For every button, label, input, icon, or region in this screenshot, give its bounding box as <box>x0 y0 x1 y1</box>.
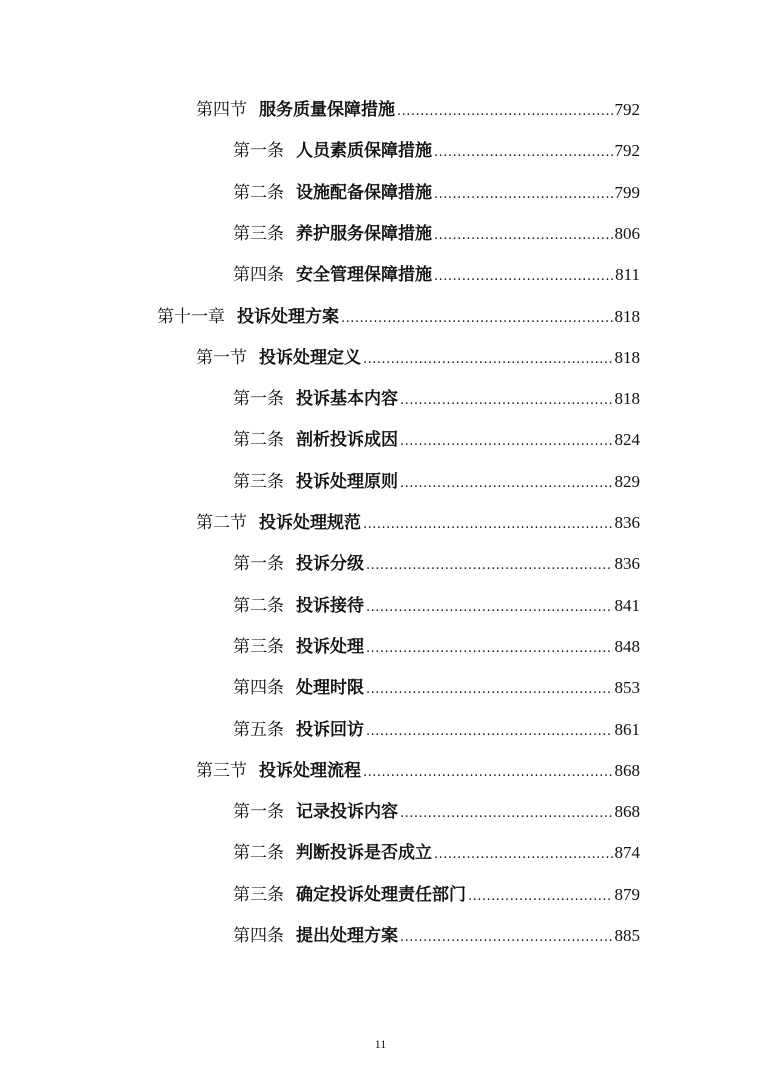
toc-entry-page: 861 <box>614 719 640 739</box>
toc-entry-title: 投诉处理 <box>296 636 364 657</box>
toc-entry[interactable] <box>196 756 640 786</box>
dot-leader <box>400 921 613 951</box>
toc-entry-page: 885 <box>614 926 640 945</box>
toc-entry[interactable] <box>233 797 640 827</box>
toc-entry[interactable] <box>233 715 640 745</box>
toc-entry-page: 829 <box>614 471 640 491</box>
toc-entry-title: 人员素质保障措施 <box>296 141 432 162</box>
toc-entry[interactable] <box>233 549 640 579</box>
toc-entry[interactable] <box>233 467 640 497</box>
toc-entry[interactable] <box>157 302 640 332</box>
dot-leader <box>363 343 613 373</box>
toc-entry[interactable] <box>233 384 640 414</box>
dot-leader <box>400 467 613 497</box>
toc-entry-page: 853 <box>614 678 640 698</box>
toc-entry-number: 第三条 <box>233 884 284 905</box>
toc-entry-page: 874 <box>614 843 640 863</box>
dot-leader <box>363 756 613 786</box>
toc-entry-title: 投诉回访 <box>296 719 364 740</box>
toc-entry-number: 第三条 <box>233 471 284 492</box>
toc-entry-number: 第四条 <box>233 926 284 946</box>
dot-leader <box>366 549 613 579</box>
toc-entry[interactable] <box>233 838 640 868</box>
toc-entry-number: 第三条 <box>233 223 284 244</box>
toc-entry-number: 第十一章 <box>157 306 225 327</box>
dot-leader <box>366 673 613 703</box>
toc-entry-page: 792 <box>614 141 640 161</box>
toc-entry[interactable] <box>233 178 640 208</box>
toc-entry-page: 868 <box>614 760 640 780</box>
toc-entry-title: 确定投诉处理责任部门 <box>296 884 466 905</box>
dot-leader <box>400 384 613 414</box>
toc-entry-number: 第四条 <box>233 678 284 699</box>
toc-entry-title: 记录投诉内容 <box>296 802 398 823</box>
toc-entry-title: 提出处理方案 <box>296 926 398 946</box>
toc-entry[interactable] <box>196 508 640 538</box>
toc-entry[interactable] <box>233 136 640 166</box>
toc-entry-title: 判断投诉是否成立 <box>296 843 432 864</box>
toc-entry-number: 第一节 <box>196 347 247 368</box>
dot-leader <box>434 178 613 208</box>
toc-entry-title: 投诉处理原则 <box>296 471 398 492</box>
toc-entry-page: 868 <box>614 802 640 822</box>
page-number: 11 <box>374 1037 387 1051</box>
toc-entry[interactable] <box>233 673 640 703</box>
toc-entry-title: 投诉分级 <box>296 554 364 575</box>
toc-entry[interactable] <box>233 425 640 455</box>
toc-entry-title: 投诉处理规范 <box>259 513 361 533</box>
toc-entry-page: 806 <box>614 223 640 243</box>
toc-entry-title: 服务质量保障措施 <box>259 100 395 120</box>
dot-leader <box>341 302 613 332</box>
toc-entry[interactable] <box>233 880 640 910</box>
toc-entry-number: 第四节 <box>196 100 247 120</box>
toc-entry-page: 818 <box>614 306 640 326</box>
toc-entry-number: 第二条 <box>233 182 284 203</box>
dot-leader <box>434 260 613 290</box>
dot-leader <box>434 838 613 868</box>
toc-entry-number: 第二条 <box>233 595 284 616</box>
toc-entry-number: 第三条 <box>233 636 284 657</box>
toc-entry-number: 第一条 <box>233 141 284 162</box>
toc-entry-page: 792 <box>614 100 640 119</box>
toc-entry-title: 剖析投诉成因 <box>296 430 398 451</box>
toc-entry-title: 设施配备保障措施 <box>296 182 432 203</box>
toc-entry-title: 投诉处理流程 <box>259 760 361 781</box>
toc-entry-number: 第三节 <box>196 760 247 781</box>
dot-leader <box>434 136 613 166</box>
toc-entry-title: 安全管理保障措施 <box>296 265 432 286</box>
toc-entry-title: 投诉处理定义 <box>259 347 361 368</box>
toc-entry-number: 第二条 <box>233 843 284 864</box>
toc-entry-page: 836 <box>614 513 640 532</box>
toc-entry-title: 投诉处理方案 <box>237 306 339 327</box>
toc-entry-page: 818 <box>614 389 640 409</box>
toc-entry[interactable] <box>233 219 640 249</box>
toc-entry-number: 第四条 <box>233 265 284 286</box>
dot-leader <box>366 715 613 745</box>
toc-entry-page: 879 <box>614 884 640 904</box>
toc-entry-number: 第二条 <box>233 430 284 451</box>
toc-entry[interactable] <box>233 260 640 290</box>
toc-entry-page: 824 <box>614 430 640 450</box>
dot-leader <box>434 219 613 249</box>
toc-entry-number: 第五条 <box>233 719 284 740</box>
toc-entry-number: 第一条 <box>233 389 284 410</box>
toc-entry-number: 第二节 <box>196 513 247 533</box>
toc-entry[interactable] <box>233 921 640 951</box>
dot-leader <box>366 591 613 621</box>
toc-entry[interactable] <box>196 95 640 125</box>
dot-leader <box>400 425 613 455</box>
toc-entry-title: 处理时限 <box>296 678 364 699</box>
toc-entry-page: 799 <box>614 182 640 202</box>
dot-leader <box>363 508 613 538</box>
dot-leader <box>400 797 613 827</box>
toc-entry-title: 投诉基本内容 <box>296 389 398 410</box>
toc-entry-page: 848 <box>614 636 640 656</box>
toc-entry-page: 818 <box>614 347 640 367</box>
toc-entry-number: 第一条 <box>233 554 284 575</box>
dot-leader <box>468 880 613 910</box>
toc-entry-page: 811 <box>615 265 640 285</box>
toc-entry-page: 836 <box>614 554 640 574</box>
toc-entry-title: 投诉接待 <box>296 595 364 616</box>
dot-leader <box>397 95 613 125</box>
toc-entry[interactable] <box>196 343 640 373</box>
toc-entry-title: 养护服务保障措施 <box>296 223 432 244</box>
toc-entry[interactable] <box>233 632 640 662</box>
toc-entry-number: 第一条 <box>233 802 284 823</box>
toc-entry[interactable] <box>233 591 640 621</box>
toc-entry-page: 841 <box>614 595 640 615</box>
dot-leader <box>366 632 613 662</box>
